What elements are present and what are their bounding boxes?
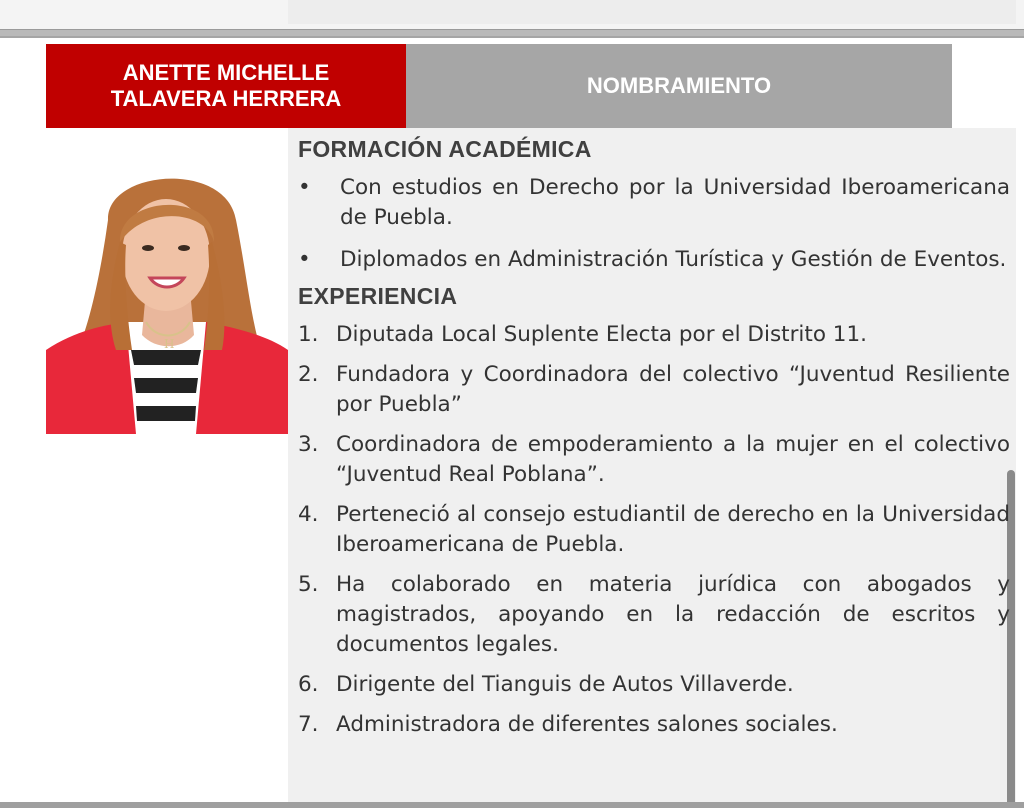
previous-page-edge <box>0 0 1024 30</box>
bullet-icon: • <box>298 247 311 272</box>
item-number: 7. <box>298 712 319 737</box>
experiencia-item-text: Fundadora y Coordinadora del colectivo “Juventud Resiliente por Puebla” <box>336 362 1010 417</box>
page-bottom-edge <box>0 802 1024 808</box>
formacion-heading: FORMACIÓN ACADÉMICA <box>298 136 592 162</box>
formacion-item-text: Diplomados en Administración Turística y Gestión de Eventos. <box>340 247 1007 272</box>
list-item <box>298 570 1010 660</box>
item-number: 4. <box>298 502 319 527</box>
name-header <box>46 44 406 128</box>
item-number: 3. <box>298 432 319 457</box>
list-item <box>298 360 1010 420</box>
portrait-photo <box>46 150 288 434</box>
experiencia-item-text: Coordinadora de empoderamiento a la mujer en el colectivo “Juventud Real Poblana”. <box>336 432 1010 487</box>
formacion-item-text: Con estudios en Derecho por la Universidad Iberoamericana de Puebla. <box>340 175 1010 230</box>
list-item <box>298 245 1010 275</box>
list-item <box>298 670 1010 700</box>
experiencia-heading: EXPERIENCIA <box>298 283 458 309</box>
previous-page-panel <box>288 0 1016 24</box>
item-number: 1. <box>298 322 319 347</box>
name-line-1: ANETTE MICHELLE <box>122 60 330 85</box>
formacion-list <box>298 173 1010 275</box>
list-item <box>298 430 1010 490</box>
item-number: 2. <box>298 362 319 387</box>
list-item <box>298 500 1010 560</box>
experiencia-item-text: Perteneció al consejo estudiantil de derecho en la Universidad Iberoamericana de Puebla. <box>336 502 1010 557</box>
list-item <box>298 173 1010 233</box>
bullet-icon: • <box>298 175 311 200</box>
list-item <box>298 320 1010 350</box>
experiencia-item-text: Ha colaborado en materia jurídica con abogados y magistrados, apoyando en la redacción de escritos y documentos legales. <box>336 572 1010 657</box>
svg-text:H: H <box>164 337 175 351</box>
title-label: NOMBRAMIENTO <box>586 73 772 98</box>
text-area <box>298 136 1010 750</box>
experiencia-item-text: Dirigente del Tianguis de Autos Villaverde. <box>336 672 794 697</box>
experiencia-item-text: Administradora de diferentes salones sociales. <box>336 712 838 737</box>
item-number: 5. <box>298 572 319 597</box>
list-item <box>298 710 1010 740</box>
item-number: 6. <box>298 672 319 697</box>
person-portrait-icon <box>46 150 288 434</box>
experiencia-list <box>298 320 1010 740</box>
name-line-2: TALAVERA HERRERA <box>110 86 342 111</box>
title-header <box>406 44 952 128</box>
experiencia-item-text: Diputada Local Suplente Electa por el Distrito 11. <box>336 322 868 347</box>
